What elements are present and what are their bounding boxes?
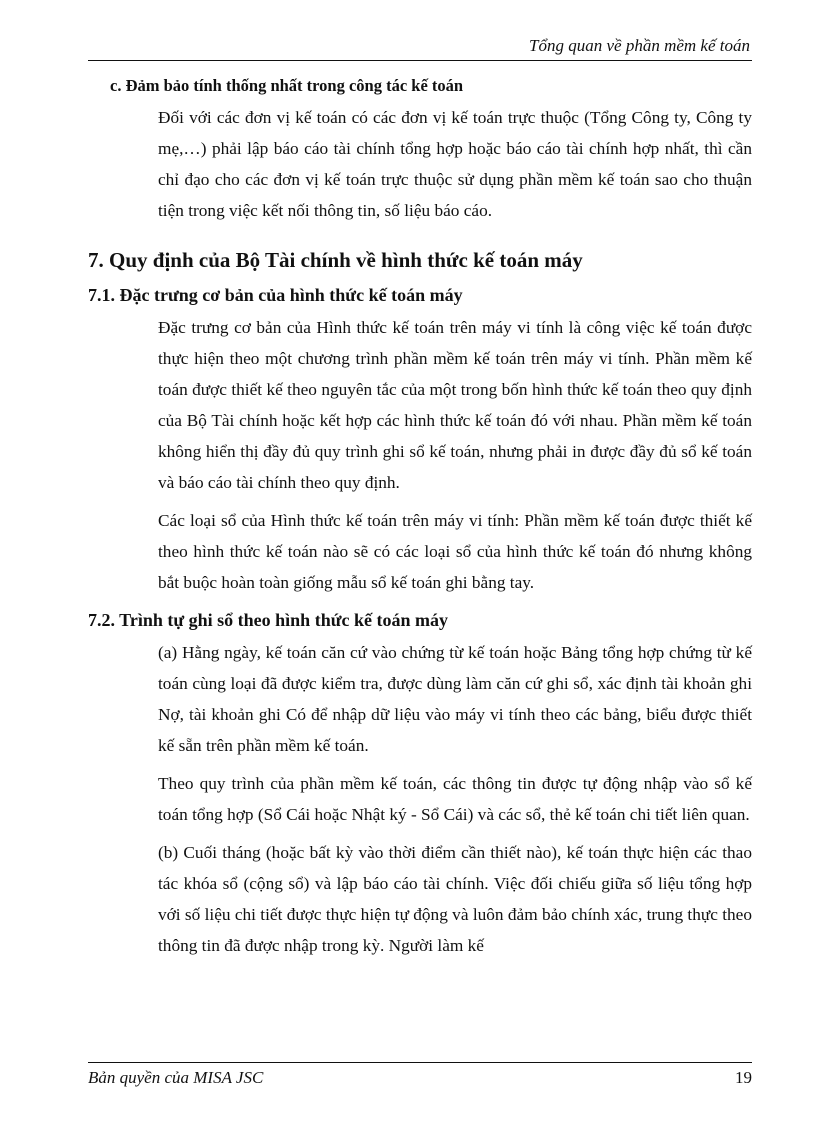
section-c-heading: c. Đảm bảo tính thống nhất trong công tác kế toán: [110, 76, 464, 95]
section-7-2-heading: 7.2. Trình tự ghi sổ theo hình thức kế toán máy: [88, 610, 448, 630]
footer-divider: [88, 1062, 752, 1063]
page-body: [88, 76, 752, 968]
section-7-heading: 7. Quy định của Bộ Tài chính về hình thức kế toán máy: [88, 248, 583, 272]
section-7-2-paragraph-2: Theo quy trình của phần mềm kế toán, các thông tin được tự động nhập vào sổ kế toán tổng hợp (Sổ Cái hoặc Nhật ký - Sổ Cái) và các sổ, thẻ kế toán chi tiết liên quan.: [158, 774, 752, 824]
section-7-1-paragraph-2: Các loại sổ của Hình thức kế toán trên máy vi tính: Phần mềm kế toán được thiết kế theo hình thức kế toán nào sẽ có các loại sổ của hình thức kế toán đó nhưng không bắt buộc hoàn toàn giống mẫu sổ kế toán ghi bằng tay.: [158, 511, 752, 592]
section-7-1-paragraph-1: Đặc trưng cơ bản của Hình thức kế toán trên máy vi tính là công việc kế toán được thực hiện theo một chương trình phần mềm kế toán trên máy vi tính. Phần mềm kế toán được thiết kế theo nguyên tắc của một trong bốn hình thức kế toán theo quy định của Bộ Tài chính hoặc kết hợp các hình thức kế toán đó với nhau. Phần mềm kế toán không hiển thị đầy đủ quy trình ghi sổ kế toán, nhưng phải in được đầy đủ sổ kế toán và báo cáo tài chính theo quy định.: [158, 318, 752, 492]
footer-copyright: Bản quyền của MISA JSC: [88, 1068, 264, 1087]
section-c-paragraph-1: Đối với các đơn vị kế toán có các đơn vị kế toán trực thuộc (Tổng Công ty, Công ty mẹ,…) phải lập báo cáo tài chính tổng hợp hoặc báo cáo tài chính hợp nhất, thì cần chỉ đạo cho các đơn vị kế toán trực thuộc sử dụng phần mềm kế toán sao cho thuận tiện trong việc kết nối thông tin, số liệu báo cáo.: [158, 108, 752, 220]
section-7-2-paragraph-1: (a) Hằng ngày, kế toán căn cứ vào chứng từ kế toán hoặc Bảng tổng hợp chứng từ kế toán cùng loại đã được kiểm tra, được dùng làm căn cứ ghi sổ, xác định tài khoản ghi Nợ, tài khoản ghi Có để nhập dữ liệu vào máy vi tính theo các bảng, biểu được thiết kế sẵn trên phần mềm kế toán.: [158, 643, 752, 755]
section-7-2-paragraph-3: (b) Cuối tháng (hoặc bất kỳ vào thời điểm cần thiết nào), kế toán thực hiện các thao tác khóa sổ (cộng sổ) và lập báo cáo tài chính. Việc đối chiếu giữa số liệu tổng hợp với số liệu chi tiết được thực hiện tự động và luôn đảm bảo chính xác, trung thực theo thông tin đã được nhập trong kỳ. Người làm kế: [158, 843, 752, 955]
header-divider: [88, 60, 752, 61]
running-header-title: Tổng quan về phần mềm kế toán: [529, 36, 750, 55]
page-number: 19: [735, 1068, 752, 1087]
section-7-1-heading: 7.1. Đặc trưng cơ bản của hình thức kế toán máy: [88, 285, 463, 305]
